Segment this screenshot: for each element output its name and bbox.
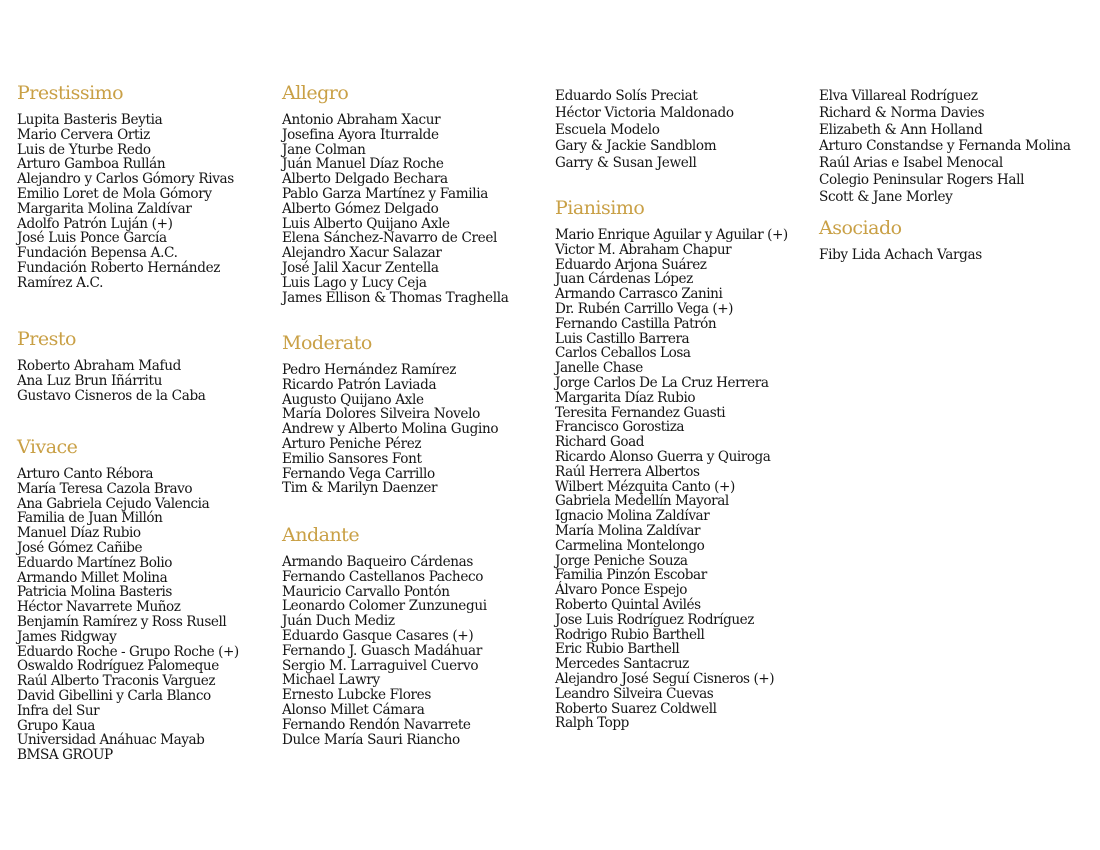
donor-name: Ana Luz Brun Iñárritu bbox=[17, 372, 163, 389]
donor-name: Familia Pinzón Escobar bbox=[555, 567, 707, 584]
donor-name: Raúl Arias e Isabel Menocal bbox=[819, 155, 1003, 172]
donor-list bbox=[555, 228, 810, 731]
donor-name: Juán Duch Mediz bbox=[282, 613, 395, 630]
donor-name: Sergio M. Larraguivel Cuervo bbox=[282, 657, 479, 674]
donor-name: Carmelina Montelongo bbox=[555, 537, 705, 554]
donor-name: Ralph Topp bbox=[555, 715, 629, 732]
donor-name: Luis de Yturbe Redo bbox=[17, 141, 151, 158]
donor-name: Patricia Molina Basteris bbox=[17, 584, 172, 601]
section-allegro bbox=[282, 82, 547, 305]
donor-name: Adolfo Patrón Luján (+) bbox=[17, 215, 173, 232]
donor-list bbox=[555, 88, 810, 172]
donor-name: Jane Colman bbox=[282, 141, 366, 158]
donor-name: Leandro Silveira Cuevas bbox=[555, 685, 714, 702]
donor-name: Fiby Lida Achach Vargas bbox=[819, 247, 982, 263]
donor-name: Álvaro Ponce Espejo bbox=[555, 582, 687, 599]
donor-name: Ricardo Patrón Laviada bbox=[282, 376, 437, 393]
donor-name: Alberto Gómez Delgado bbox=[282, 200, 439, 217]
donor-name: Jorge Carlos De La Cruz Herrera bbox=[555, 374, 769, 391]
donor-name: Roberto Quintal Avilés bbox=[555, 596, 701, 613]
donor-name: Arturo Gamboa Rullán bbox=[17, 156, 166, 173]
donor-name: Jorge Peniche Souza bbox=[555, 552, 688, 569]
donor-list bbox=[17, 359, 272, 403]
donor-name: Armando Baqueiro Cárdenas bbox=[282, 554, 474, 570]
donor-name: Armando Carrasco Zanini bbox=[555, 286, 723, 303]
donor-list bbox=[17, 113, 272, 291]
donor-name: Arturo Canto Rébora bbox=[17, 466, 153, 482]
donor-name: Ana Gabriela Cejudo Valencia bbox=[17, 495, 210, 512]
donor-name: BMSA GROUP bbox=[17, 747, 113, 764]
donor-name: Eduardo Martínez Bolio bbox=[17, 554, 172, 571]
donor-name: Juan Cárdenas López bbox=[555, 271, 693, 288]
section-pianisimo bbox=[555, 197, 810, 731]
donor-name: Armando Millet Molina bbox=[17, 569, 168, 586]
section-heading: Moderato bbox=[282, 332, 372, 354]
donor-name: Luis Lago y Lucy Ceja bbox=[282, 274, 427, 291]
donor-name: Victor M. Abraham Chapur bbox=[555, 241, 732, 258]
donor-name: Oswaldo Rodríguez Palomeque bbox=[17, 658, 219, 675]
donor-list bbox=[819, 88, 1094, 206]
donor-name: Teresita Fernandez Guasti bbox=[555, 404, 726, 421]
donor-name: Emilio Sansores Font bbox=[282, 450, 422, 467]
donor-name: Fundación Bepensa A.C. bbox=[17, 245, 178, 262]
donor-list bbox=[17, 467, 272, 763]
donor-name: Tim & Marilyn Daenzer bbox=[282, 480, 438, 497]
section-heading: Pianisimo bbox=[555, 197, 645, 219]
section-heading: Presto bbox=[17, 328, 76, 350]
donor-name: Josefina Ayora Iturralde bbox=[282, 126, 439, 143]
section-moderato bbox=[282, 332, 547, 496]
donor-name: Luis Alberto Quijano Axle bbox=[282, 215, 450, 232]
donor-name: Universidad Anáhuac Mayab bbox=[17, 732, 205, 749]
section-vivace bbox=[17, 436, 272, 763]
donor-name: José Jalil Xacur Zentella bbox=[282, 259, 439, 276]
donor-name: Dulce María Sauri Riancho bbox=[282, 731, 460, 748]
donor-name: Mario Enrique Aguilar y Aguilar (+) bbox=[555, 227, 788, 243]
donor-name: Juán Manuel Díaz Roche bbox=[282, 156, 444, 173]
section-andante bbox=[282, 524, 547, 747]
donor-name: Pedro Hernández Ramírez bbox=[282, 362, 457, 378]
donor-name: María Dolores Silveira Novelo bbox=[282, 406, 480, 423]
donor-name: Colegio Peninsular Rogers Hall bbox=[819, 171, 1025, 188]
donor-name: Pablo Garza Martínez y Familia bbox=[282, 185, 489, 202]
donor-name: Margarita Díaz Rubio bbox=[555, 389, 696, 406]
section-continued-list bbox=[555, 88, 810, 172]
donor-name: Eduardo Gasque Casares (+) bbox=[282, 627, 474, 644]
donor-name: Eric Rubio Barthell bbox=[555, 641, 680, 658]
donor-name: Arturo Constandse y Fernanda Molina bbox=[819, 138, 1071, 155]
donor-name: Luis Castillo Barrera bbox=[555, 330, 690, 347]
donor-name: Fernando Vega Carrillo bbox=[282, 465, 435, 482]
donor-name: Fernando Rendón Navarrete bbox=[282, 716, 471, 733]
section-heading: Allegro bbox=[282, 82, 349, 104]
donor-name: Wilbert Mézquita Canto (+) bbox=[555, 478, 735, 495]
donor-name: Eduardo Roche - Grupo Roche (+) bbox=[17, 643, 239, 660]
donor-name: Richard Goad bbox=[555, 434, 645, 451]
donor-name: Jose Luis Rodríguez Rodríguez bbox=[555, 611, 754, 628]
donor-name: José Luis Ponce García bbox=[17, 230, 167, 247]
donor-list bbox=[819, 248, 1094, 263]
donor-name: Augusto Quijano Axle bbox=[282, 391, 424, 408]
donor-name: Eduardo Solís Preciat bbox=[555, 88, 698, 104]
donor-name: Grupo Kaua bbox=[17, 717, 95, 734]
donor-name: Michael Lawry bbox=[282, 672, 380, 689]
donor-name: Alejandro Xacur Salazar bbox=[282, 245, 442, 262]
donor-name: Garry & Susan Jewell bbox=[555, 155, 697, 172]
donor-name: Héctor Navarrete Muñoz bbox=[17, 599, 181, 616]
donor-name: Alberto Delgado Bechara bbox=[282, 171, 448, 188]
donor-name: Gustavo Cisneros de la Caba bbox=[17, 387, 206, 404]
donor-name: James Ellison & Thomas Traghella bbox=[282, 289, 509, 306]
donor-list bbox=[282, 363, 547, 496]
donor-name: Elva Villareal Rodríguez bbox=[819, 88, 978, 104]
donor-name: Fernando Castellanos Pacheco bbox=[282, 568, 484, 585]
section-asociado bbox=[819, 217, 1094, 263]
donor-name: Infra del Sur bbox=[17, 702, 100, 719]
donor-name: Andrew y Alberto Molina Gugino bbox=[282, 421, 499, 438]
donor-name: Gary & Jackie Sandblom bbox=[555, 138, 717, 155]
donor-name: Janelle Chase bbox=[555, 360, 643, 377]
donor-name: Rodrigo Rubio Barthell bbox=[555, 626, 705, 643]
donor-name: Raúl Herrera Albertos bbox=[555, 463, 700, 480]
donor-name: Manuel Díaz Rubio bbox=[17, 525, 141, 542]
donor-name: Elizabeth & Ann Holland bbox=[819, 121, 983, 138]
donor-name: Alejandro y Carlos Gómory Rivas bbox=[17, 171, 234, 188]
donor-name: Leonardo Colomer Zunzunegui bbox=[282, 598, 487, 615]
section-heading: Vivace bbox=[17, 436, 78, 458]
donor-name: Héctor Victoria Maldonado bbox=[555, 104, 734, 121]
donor-name: Ignacio Molina Zaldívar bbox=[555, 508, 710, 525]
donor-name: Ramírez A.C. bbox=[17, 274, 104, 291]
donor-name: María Molina Zaldívar bbox=[555, 522, 701, 539]
donor-name: Scott & Jane Morley bbox=[819, 188, 953, 205]
donor-name: Ricardo Alonso Guerra y Quiroga bbox=[555, 448, 771, 465]
donor-name: Gabriela Medellín Mayoral bbox=[555, 493, 729, 510]
donor-name: Raúl Alberto Traconis Varguez bbox=[17, 673, 216, 690]
donor-name: Fundación Roberto Hernández bbox=[17, 259, 221, 276]
donor-name: Carlos Ceballos Losa bbox=[555, 345, 691, 362]
donor-name: Mauricio Carvallo Pontón bbox=[282, 583, 450, 600]
donor-list bbox=[282, 555, 547, 747]
section-heading: Asociado bbox=[819, 217, 902, 239]
donor-name: José Gómez Cañibe bbox=[17, 539, 143, 556]
donor-name: Francisco Gorostiza bbox=[555, 419, 685, 436]
donor-name: Richard & Norma Davies bbox=[819, 104, 985, 121]
donor-name: Alejandro José Seguí Cisneros (+) bbox=[555, 670, 775, 687]
donor-name: Mario Cervera Ortiz bbox=[17, 126, 150, 143]
donor-name: Emilio Loret de Mola Gómory bbox=[17, 185, 212, 202]
donor-name: Roberto Abraham Mafud bbox=[17, 358, 181, 374]
donor-name: Eduardo Arjona Suárez bbox=[555, 256, 707, 273]
donor-name: Ernesto Lubcke Flores bbox=[282, 687, 431, 704]
donor-name: Mercedes Santacruz bbox=[555, 656, 689, 673]
donor-name: James Ridgway bbox=[17, 628, 117, 645]
section-heading: Andante bbox=[282, 524, 360, 546]
donor-name: Arturo Peniche Pérez bbox=[282, 435, 422, 452]
donor-name: Lupita Basteris Beytia bbox=[17, 112, 163, 128]
donor-name: Fernando J. Guasch Madáhuar bbox=[282, 642, 482, 659]
section-presto bbox=[17, 328, 272, 403]
donor-name: Alonso Millet Cámara bbox=[282, 701, 425, 718]
donor-name: Roberto Suarez Coldwell bbox=[555, 700, 717, 717]
donor-name: Antonio Abraham Xacur bbox=[282, 112, 441, 128]
donor-name: David Gibellini y Carla Blanco bbox=[17, 687, 211, 704]
section-heading: Prestissimo bbox=[17, 82, 124, 104]
donor-list bbox=[282, 113, 547, 305]
donor-name: Margarita Molina Zaldívar bbox=[17, 200, 192, 217]
donor-name: Benjamín Ramírez y Ross Rusell bbox=[17, 613, 227, 630]
donor-name: María Teresa Cazola Bravo bbox=[17, 480, 193, 497]
donor-name: Escuela Modelo bbox=[555, 121, 660, 138]
donor-name: Familia de Juan Millón bbox=[17, 510, 163, 527]
donor-name: Elena Sánchez-Navarro de Creel bbox=[282, 230, 498, 247]
section-continued-list bbox=[819, 88, 1094, 206]
section-prestissimo bbox=[17, 82, 272, 291]
donor-name: Dr. Rubén Carrillo Vega (+) bbox=[555, 300, 733, 317]
donor-name: Fernando Castilla Patrón bbox=[555, 315, 717, 332]
